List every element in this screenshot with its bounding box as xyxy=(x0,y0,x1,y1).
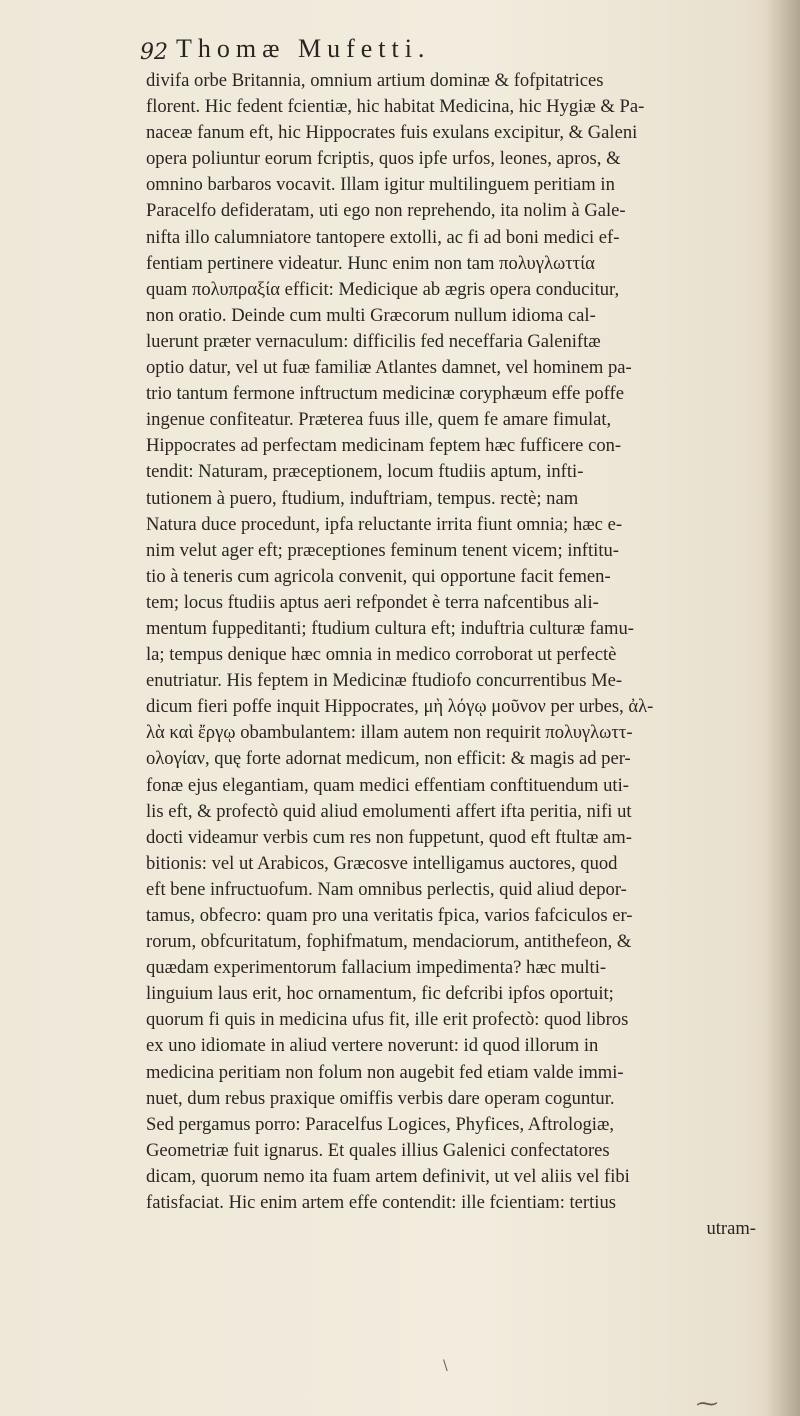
text-line: quorum fi quis in medicina ufus fit, ille erit profectò: quod libros xyxy=(146,1009,629,1031)
text-line: optio datur, vel ut fuæ familiæ Atlantes damnet, vel hominem pa- xyxy=(146,357,632,379)
text-line: tendit: Naturam, præceptionem, locum ftudiis aptum, infti- xyxy=(146,461,584,483)
text-line: nifta illo calumniatore tantopere extolli, ac fi ad boni medici ef- xyxy=(146,226,620,248)
text-line: nim velut ager eft; præceptiones feminum tenent vicem; inftitu- xyxy=(146,539,619,561)
text-line: la; tempus denique hæc omnia in medico corroborat ut perfectè xyxy=(146,644,617,666)
text-line: Geometriæ fuit ignarus. Et quales illius Galenici confectatores xyxy=(146,1139,610,1161)
text-line: enutriatur. His feptem in Medicinæ ftudiofo concurrentibus Me- xyxy=(146,670,623,692)
body-text xyxy=(146,68,776,1242)
text-line: opera poliuntur eorum fcriptis, quos ipfe urfos, leones, apros, & xyxy=(146,148,621,170)
text-line: fentiam pertinere videatur. Hunc enim non tam πολυγλωττία xyxy=(146,252,595,274)
catchword: utram- xyxy=(706,1218,756,1240)
text-line: lis eft, & profectò quid aliud emolumenti affert ifta peritia, nifi ut xyxy=(146,800,632,822)
text-line: nuet, dum rebus praxique omiffis verbis dare operam coguntur. xyxy=(146,1087,615,1109)
text-line: fonæ ejus elegantiam, quam medici effentiam conftituendum uti- xyxy=(146,774,629,796)
running-head xyxy=(140,34,780,70)
text-line: λὰ καὶ ἔργῳ obambulantem: illam autem non requirit πολυγλωττ- xyxy=(146,722,633,744)
ink-flourish-decoration: ⁓ xyxy=(696,1392,718,1416)
ink-speck-decoration: \ xyxy=(443,1358,448,1374)
text-line: Natura duce procedunt, ipfa reluctante irrita fiunt omnia; hæc e- xyxy=(146,513,623,535)
text-line: dicam, quorum nemo ita fuam artem definivit, ut vel aliis vel fibi xyxy=(146,1165,630,1187)
text-line: Hippocrates ad perfectam medicinam feptem hæc fufficere con- xyxy=(146,435,622,457)
text-line: Sed pergamus porro: Paracelfus Logices, Phyfices, Aftrologiæ, xyxy=(146,1113,615,1135)
text-line: dicum fieri poffe inquit Hippocrates, μὴ λόγῳ μοῦνον per urbes, ἀλ- xyxy=(146,696,654,718)
text-line: tem; locus ftudiis aptus aeri refpondet è terra nafcentibus ali- xyxy=(146,591,599,613)
text-line: florent. Hic fedent fcientiæ, hic habitat Medicina, hic Hygiæ & Pa- xyxy=(146,96,645,118)
text-line: medicina peritiam non folum non augebit fed etiam valde immi- xyxy=(146,1061,624,1083)
text-line: luerunt præter vernaculum: difficilis fed neceffaria Galeniftæ xyxy=(146,330,601,352)
text-line: eft bene infructuofum. Nam omnibus perlectis, quid aliud depor- xyxy=(146,878,627,900)
text-line: naceæ fanum eft, hic Hippocrates fuis exulans excipitur, & Galeni xyxy=(146,122,638,144)
text-line: tamus, obfecro: quam pro una veritatis fpica, varios fafciculos er- xyxy=(146,905,633,926)
text-line: linguium laus erit, hoc ornamentum, fic defcribi ipfos oportuit; xyxy=(146,983,614,1005)
running-title: Thomæ Mufetti. xyxy=(176,34,431,63)
text-line: quam πολυπραξία efficit: Medicique ab ægris opera conducitur, xyxy=(146,278,620,300)
text-line: trio tantum fermone inftructum medicinæ coryphæum effe poffe xyxy=(146,383,624,405)
text-line: Paracelfo defideratam, uti ego non reprehendo, ita nolim à Gale- xyxy=(146,200,626,222)
text-line: ex uno idiomate in aliud vertere noverunt: id quod illorum in xyxy=(146,1035,599,1057)
text-line: divifa orbe Britannia, omnium artium dominæ & fofpitatrices xyxy=(146,70,604,91)
text-line: quædam experimentorum fallacium impedimenta? hæc multi- xyxy=(146,957,607,979)
text-line: omnino barbaros vocavit. Illam igitur multilinguem peritiam in xyxy=(146,174,615,196)
text-line: docti videamur verbis cum res non fuppetunt, quod eft ftultæ am- xyxy=(146,826,632,848)
text-line: tutionem à puero, ftudium, induftriam, tempus. rectè; nam xyxy=(146,487,579,509)
text-line: ingenue confiteatur. Præterea fuus ille, quem fe amare fimulat, xyxy=(146,409,612,431)
text-line: tio à teneris cum agricola convenit, qui opportune facit femen- xyxy=(146,565,611,587)
page-number: 92 xyxy=(140,40,168,65)
text-line: fatisfaciat. Hic enim artem effe contendit: ille fcientiam: tertius xyxy=(146,1192,616,1214)
text-line: ολογίαν, quę forte adornat medicum, non efficit: & magis ad per- xyxy=(146,748,631,770)
text-line: non oratio. Deinde cum multi Græcorum nullum idioma cal- xyxy=(146,304,596,326)
text-line: bitionis: vel ut Arabicos, Græcosve intelligamus auctores, quod xyxy=(146,852,618,874)
text-line: mentum fuppeditanti; ftudium cultura eft; induftria culturæ famu- xyxy=(146,617,634,639)
text-line: rorum, obfcuritatum, fophifmatum, mendaciorum, antithefeon, & xyxy=(146,931,632,953)
